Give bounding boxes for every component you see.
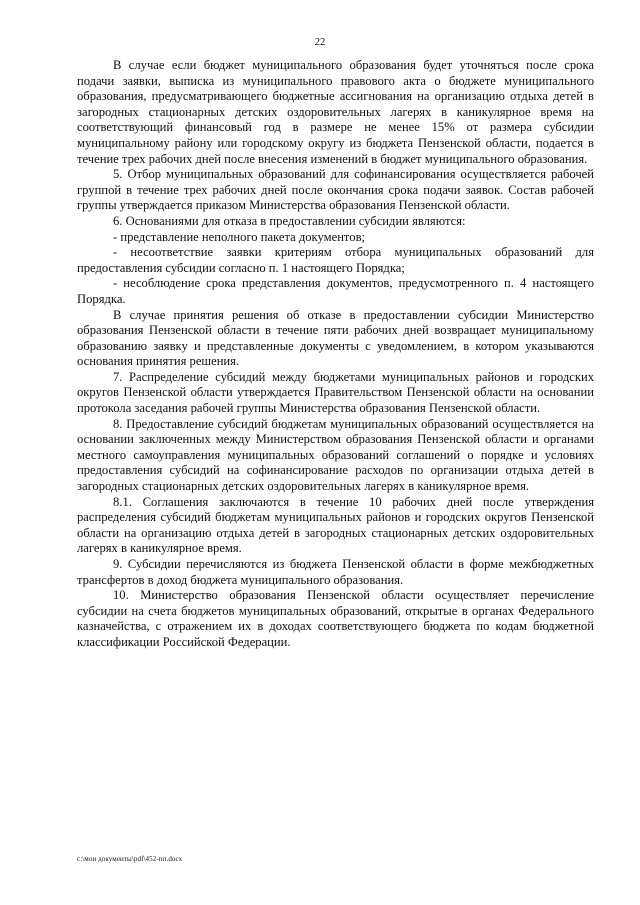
- paragraph-item-10: 10. Министерство образования Пензенской области осуществляет перечисление субсидии на счета бюджетов муниципальных образований, открытые в органах Федерального казначейства, с отражением их в доходах соответствующего бюджета по кодам бюджетной классификации Российской Федерации.: [77, 588, 594, 649]
- list-item-deadline-violation: - несоблюдение срока представления документов, предусмотренного п. 4 настоящего Порядка.: [77, 276, 594, 306]
- document-body: [77, 58, 594, 651]
- paragraph-budget-clarification: В случае если бюджет муниципального образования будет уточняться после срока подачи заявки, выписка из муниципального правового акта о бюджете муниципального образования, предусматривающего бюджетные ассигнования на организацию отдыха детей в загородных стационарных детских оздоровительных лагерях в каникулярное время на соответствующий финансовый год в размере не менее 15% от размера субсидии муниципальному району или городскому округу из бюджета Пензенской области, подается в течение трех рабочих дней после внесения изменений в бюджет муниципального образования.: [77, 58, 594, 166]
- paragraph-item-8: 8. Предоставление субсидий бюджетам муниципальных образований осуществляется на основании заключенных между Министерством образования Пензенской области и органами местного самоуправления муниципальных образований соглашений о порядке и условиях предоставления субсидий на софинансирование расходов по организации отдыха детей в загородных стационарных детских оздоровительных лагерях в каникулярное время.: [77, 416, 594, 494]
- list-item-criteria-mismatch: - несоответствие заявки критериям отбора муниципальных образований для предоставления субсидии согласно п. 1 настоящего Порядка;: [77, 245, 594, 275]
- paragraph-item-7: 7. Распределение субсидий между бюджетами муниципальных районов и городских округов Пензенской области утверждается Правительством Пензенской области на основании протокола заседания рабочей группы Министерства образования Пензенской области.: [77, 369, 594, 416]
- paragraph-item-5: 5. Отбор муниципальных образований для софинансирования осуществляется рабочей группой в течение трех рабочих дней после окончания срока подачи заявок. Состав рабочей группы утверждается приказом Министерства образования Пензенской области.: [77, 167, 594, 213]
- page-number: 22: [314, 37, 326, 48]
- list-item-incomplete-package: - представление неполного пакета документов;: [113, 229, 366, 244]
- paragraph-refusal-notice: В случае принятия решения об отказе в предоставлении субсидии Министерство образования Пензенской области в течение пяти рабочих дней возвращает муниципальному образованию заявку и представленные документы с уведомлением, в котором указываются основания принятия решения.: [77, 307, 594, 369]
- paragraph-item-6: 6. Основаниями для отказа в предоставлении субсидии являются:: [113, 213, 466, 228]
- paragraph-item-9: 9. Субсидии перечисляются из бюджета Пензенской области в форме межбюджетных трансфертов в доход бюджета муниципального образования.: [77, 557, 594, 587]
- paragraph-item-8-1: 8.1. Соглашения заключаются в течение 10 рабочих дней после утверждения распределения субсидий бюджетам муниципальных районов и городских округов Пензенской области на организацию отдыха детей в загородных стационарных детских оздоровительных лагерях в каникулярное время.: [77, 494, 594, 556]
- footer-file-path: c:\мои документы\pdf\452-пп.docx: [77, 855, 183, 863]
